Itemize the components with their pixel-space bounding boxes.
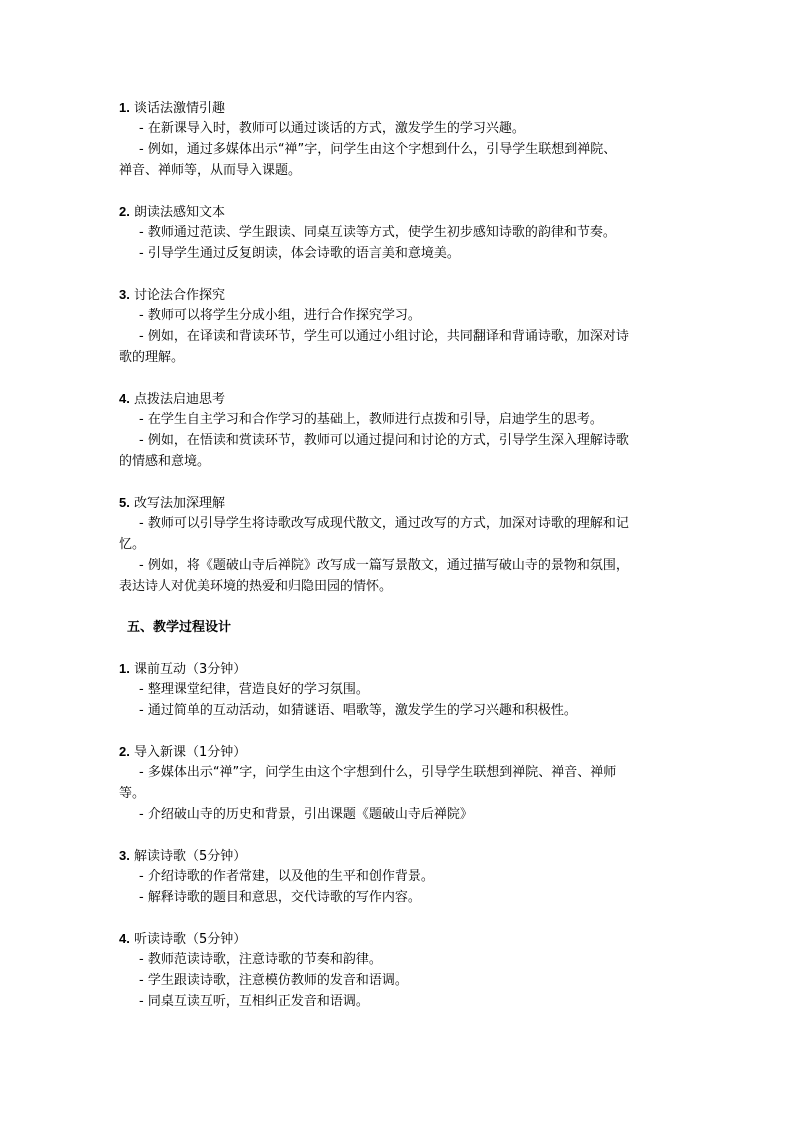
method-4-bullet-2-cont: 的情感和意境。 — [119, 454, 211, 469]
method-4-bullet-1: - 在学生自主学习和合作学习的基础上，教师进行点拨和引导，启迪学生的思考。 — [139, 412, 603, 427]
method-2-bullet-2: - 引导学生通过反复朗读，体会诗歌的语言美和意境美。 — [139, 246, 460, 261]
step-4-bullet-1: - 教师范读诗歌，注意诗歌的节奏和韵律。 — [139, 952, 382, 967]
step-1-title: 1. 课前互动（3分钟） — [119, 661, 247, 677]
method-2-bullet-1: - 教师通过范读、学生跟读、同桌互读等方式，使学生初步感知诗歌的韵律和节奏。 — [139, 225, 616, 240]
step-2-bullet-2: - 介绍破山寺的历史和背景，引出课题《题破山寺后禅院》 — [139, 807, 473, 822]
method-3-bullet-2-cont: 歌的理解。 — [119, 350, 185, 365]
method-3-bullet-2: - 例如，在译读和背读环节，学生可以通过小组讨论，共同翻译和背诵诗歌，加深对诗 — [139, 329, 629, 344]
method-1-title: 1. 谈话法激情引趣 — [119, 100, 225, 116]
step-4-bullet-2: - 学生跟读诗歌，注意模仿教师的发音和语调。 — [139, 973, 408, 988]
step-2-bullet-1-cont: 等。 — [119, 786, 146, 801]
step-3-title: 3. 解读诗歌（5分钟） — [119, 848, 247, 864]
method-5-title: 5. 改写法加深理解 — [119, 495, 225, 511]
method-5-bullet-2: - 例如，将《题破山寺后禅院》改写成一篇写景散文，通过描写破山寺的景物和氛围， — [139, 558, 629, 573]
method-4-title: 4. 点拨法启迪思考 — [119, 391, 225, 407]
method-1-bullet-2: - 例如，通过多媒体出示“禅”字，问学生由这个字想到什么，引导学生联想到禅院、 — [139, 142, 617, 157]
step-2-title: 2. 导入新课（1分钟） — [119, 744, 247, 760]
step-2-bullet-1: - 多媒体出示“禅”字，问学生由这个字想到什么，引导学生联想到禅院、禅音、禅师 — [139, 765, 617, 780]
method-4-bullet-2: - 例如，在悟读和赏读环节，教师可以通过提问和讨论的方式，引导学生深入理解诗歌 — [139, 433, 629, 448]
method-5-bullet-1: - 教师可以引导学生将诗歌改写成现代散文，通过改写的方式，加深对诗歌的理解和记 — [139, 516, 629, 531]
step-4-bullet-3: - 同桌互读互听，互相纠正发音和语调。 — [139, 994, 369, 1009]
method-1-bullet-2-cont: 禅音、禅师等，从而导入课题。 — [119, 163, 302, 178]
section-heading: 五、教学过程设计 — [127, 620, 232, 635]
step-1-bullet-1: - 整理课堂纪律，营造良好的学习氛围。 — [139, 682, 369, 697]
method-2-title: 2. 朗读法感知文本 — [119, 204, 225, 220]
method-3-bullet-1: - 教师可以将学生分成小组，进行合作探究学习。 — [139, 308, 421, 323]
step-3-bullet-1: - 介绍诗歌的作者常建，以及他的生平和创作背景。 — [139, 869, 434, 884]
step-3-bullet-2: - 解释诗歌的题目和意思，交代诗歌的写作内容。 — [139, 890, 421, 905]
method-5-bullet-1-cont: 忆。 — [119, 537, 146, 552]
step-1-bullet-2: - 通过简单的互动活动，如猜谜语、唱歌等，激发学生的学习兴趣和积极性。 — [139, 703, 577, 718]
step-4-title: 4. 听读诗歌（5分钟） — [119, 931, 247, 947]
method-1-bullet-1: - 在新课导入时，教师可以通过谈话的方式，激发学生的学习兴趣。 — [139, 121, 525, 136]
method-3-title: 3. 讨论法合作探究 — [119, 287, 225, 303]
method-5-bullet-2-cont: 表达诗人对优美环境的热爱和归隐田园的情怀。 — [119, 579, 393, 594]
